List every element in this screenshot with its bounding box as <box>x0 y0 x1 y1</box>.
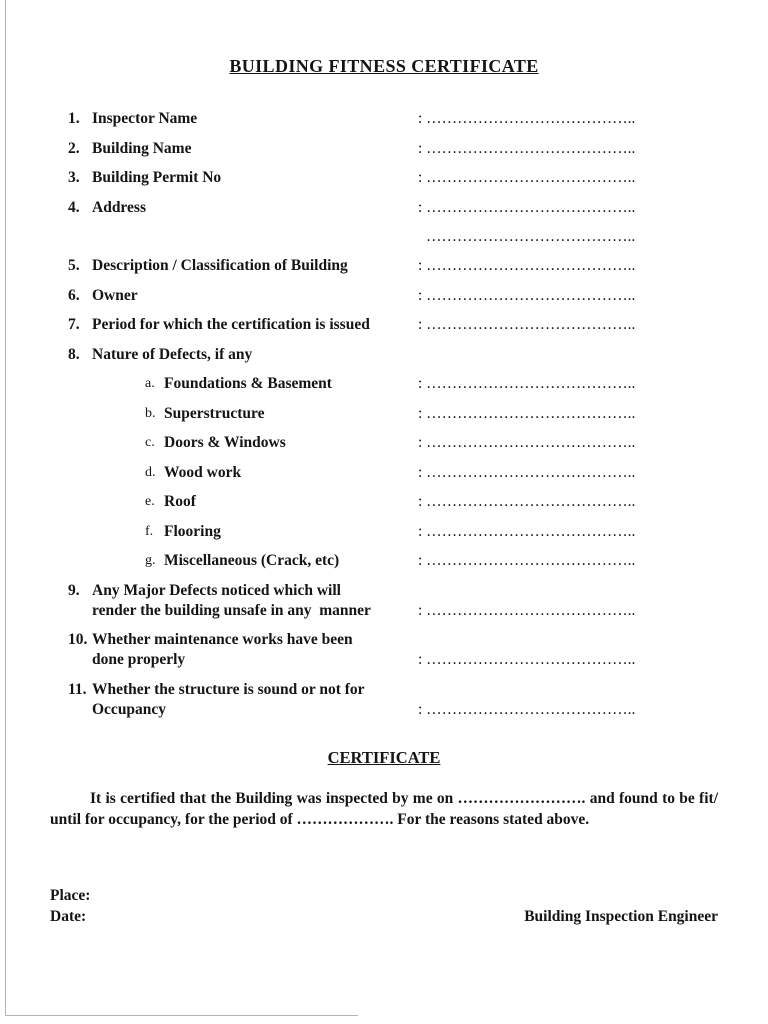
subitem-label: Flooring <box>164 522 221 540</box>
item-dotted-value: : ………………………………….. <box>418 375 636 392</box>
item-dotted-value <box>418 345 718 365</box>
item-label: Nature of Defects, if any <box>92 345 253 363</box>
item-dotted-value: : ………………………………….. <box>418 404 636 422</box>
item-label: Building Name <box>92 139 192 157</box>
item-label-line-2: Occupancy <box>92 700 167 718</box>
form-subrow-roof <box>68 492 718 512</box>
subitem-label: Superstructure <box>164 404 265 422</box>
form-row-major-defects <box>68 581 718 621</box>
subitem-letter: c. <box>145 435 155 450</box>
item-dotted-value: : ………………………………….. <box>418 522 636 540</box>
item-dotted-value: : ………………………………….. <box>418 434 636 451</box>
item-dotted-value: : ………………………………….. <box>418 700 636 718</box>
item-dotted-value: : ………………………………….. <box>418 139 636 157</box>
item-number: 10. <box>68 631 88 648</box>
item-label-line-2: render the building unsafe in any manner <box>92 601 371 619</box>
subitem-label: Roof <box>164 493 196 510</box>
item-label <box>92 680 418 720</box>
form-subrow-flooring <box>68 522 718 542</box>
item-label-line-1: Whether maintenance works have been <box>92 631 353 648</box>
item-number: 7. <box>68 316 80 333</box>
form-row-maintenance-works <box>68 630 718 670</box>
item-label <box>92 581 418 621</box>
subitem-label: Doors & Windows <box>164 434 286 451</box>
form-subrow-doors-windows <box>68 433 718 453</box>
item-number: 6. <box>68 286 80 304</box>
subitem-label: Foundations & Basement <box>164 375 332 392</box>
subitem-letter: d. <box>145 464 156 480</box>
item-number: 11. <box>68 680 87 698</box>
item-number: 8. <box>68 345 80 363</box>
form-row-nature-of-defects <box>68 345 718 365</box>
page-title: BUILDING FITNESS CERTIFICATE <box>229 56 539 76</box>
form-subrow-miscellaneous <box>68 551 718 571</box>
item-dotted-value: : ………………………………….. <box>418 286 636 304</box>
form-row-inspector-name <box>68 109 718 129</box>
form-row-building-name <box>68 139 718 159</box>
form-row-certification-period <box>68 315 718 335</box>
date-signature-row <box>50 907 718 927</box>
item-dotted-value: : ………………………………….. <box>418 257 636 274</box>
item-label: Building Permit No <box>92 169 222 186</box>
address-dotted-line-1: : ………………………………….. <box>418 198 636 216</box>
signature-title: Building Inspection Engineer <box>524 907 718 925</box>
item-label: Period for which the certification is issued <box>92 316 370 333</box>
form-row-building-permit-no <box>68 168 718 188</box>
form-row-structure-soundness <box>68 680 718 720</box>
certificate-form <box>68 109 718 720</box>
item-dotted-value: : ………………………………….. <box>418 493 636 510</box>
item-dotted-value: : ………………………………….. <box>418 169 636 186</box>
item-label: Description / Classification of Building <box>92 257 348 274</box>
item-number: 2. <box>68 139 80 157</box>
item-dotted-value: : ………………………………….. <box>418 110 636 127</box>
subitem-label: Miscellaneous (Crack, etc) <box>164 552 340 569</box>
item-dotted-value: : ………………………………….. <box>418 651 636 668</box>
form-row-address <box>68 198 718 247</box>
form-row-description <box>68 256 718 276</box>
subitem-letter: g. <box>145 553 156 568</box>
certificate-heading: CERTIFICATE <box>327 747 441 767</box>
item-label: Address <box>92 198 146 216</box>
page-edge-bottom-line <box>5 1015 358 1016</box>
item-label-line-1: Any Major Defects noticed which will <box>92 581 341 599</box>
certificate-body-text: It is certified that the Building was inspected by me on ……………………. and found to be fit/ until for occupancy, for the period of ………………. For the reasons stated above. <box>50 789 718 828</box>
subitem-letter: e. <box>145 494 155 509</box>
address-dotted-line-2: …………………………………..​ <box>426 227 636 245</box>
item-label-line-1: Whether the structure is sound or not for <box>92 680 365 698</box>
page-edge-left-line <box>5 0 6 1016</box>
item-dotted-value: : ………………………………….. <box>418 552 636 569</box>
form-subrow-superstructure <box>68 404 718 424</box>
item-dotted-value: : ………………………………….. <box>418 316 636 333</box>
item-dotted-value <box>418 198 718 247</box>
place-label: Place: <box>50 886 91 904</box>
item-label <box>92 630 418 670</box>
date-label: Date: <box>50 907 87 925</box>
item-label: Inspector Name <box>92 110 198 127</box>
form-subrow-wood-work <box>68 463 718 483</box>
item-number: 1. <box>68 110 80 127</box>
item-number: 9. <box>68 581 80 599</box>
item-dotted-value: : ………………………………….. <box>418 463 636 481</box>
subitem-letter: b. <box>145 405 156 421</box>
item-dotted-value: : ………………………………….. <box>418 601 636 619</box>
item-label-line-2: done properly <box>92 651 186 668</box>
form-row-owner <box>68 286 718 306</box>
item-number: 5. <box>68 257 80 274</box>
form-subrow-foundations <box>68 374 718 394</box>
footer <box>50 886 718 927</box>
item-number: 4. <box>68 198 80 216</box>
item-label: Owner <box>92 286 138 304</box>
item-number: 3. <box>68 169 80 186</box>
subitem-label: Wood work <box>164 463 242 481</box>
subitem-letter: a. <box>145 376 155 391</box>
subitem-letter: f. <box>145 523 154 539</box>
